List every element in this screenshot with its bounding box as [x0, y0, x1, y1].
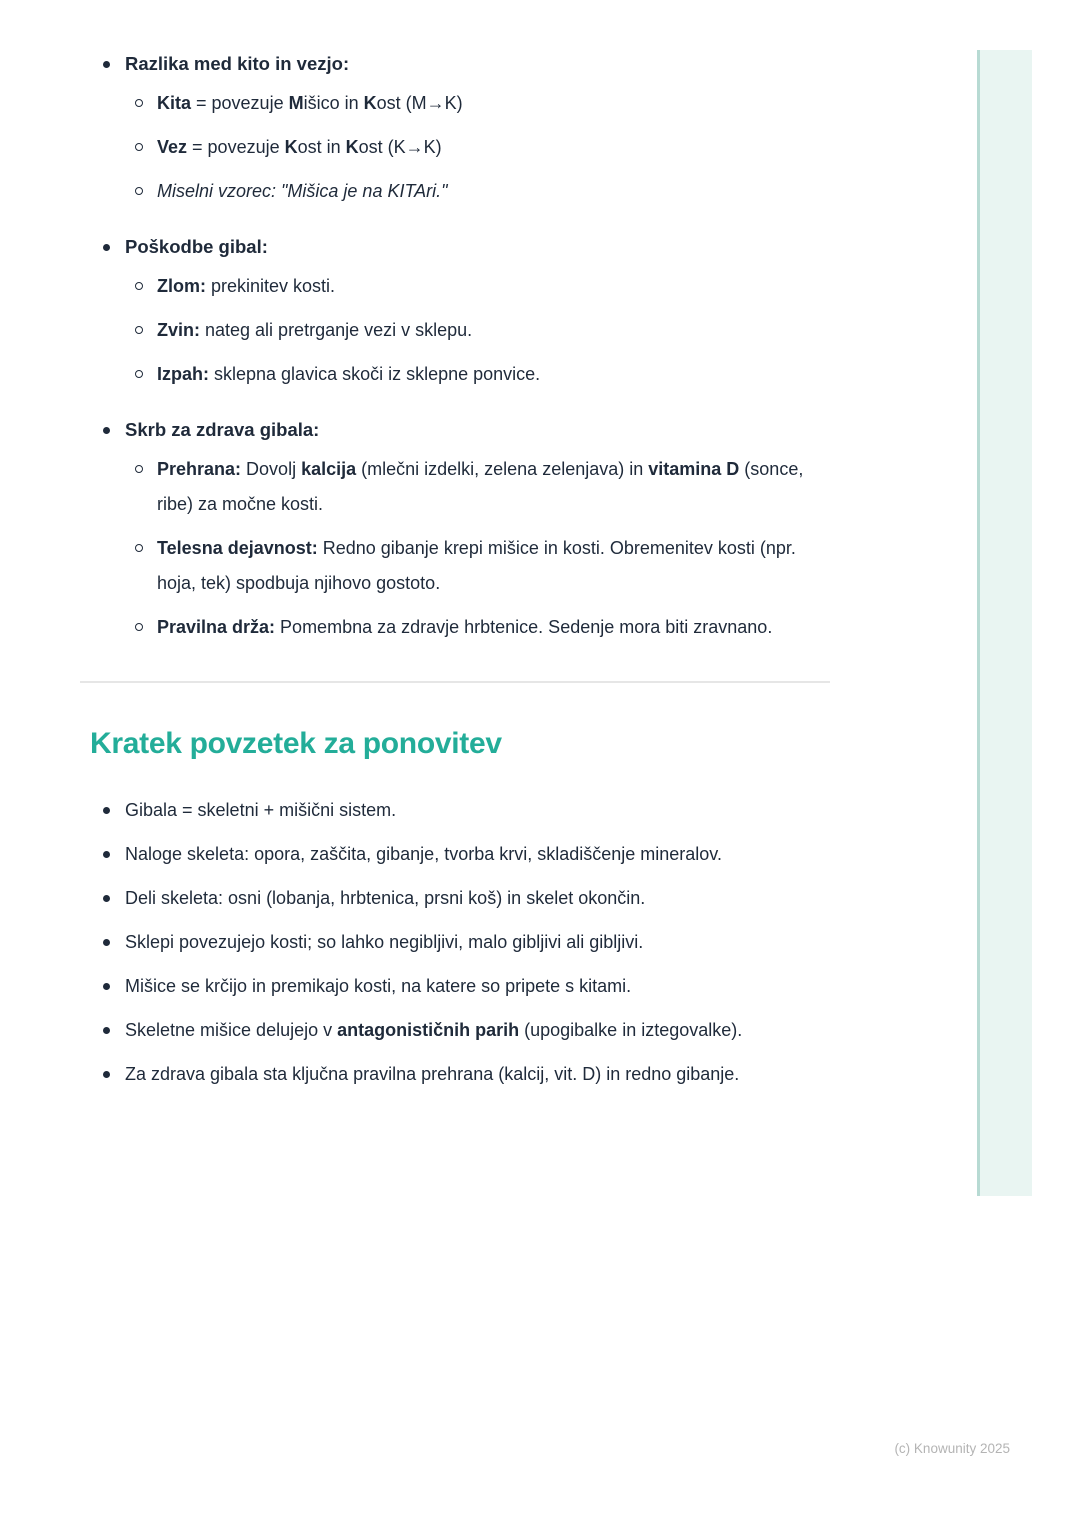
sub-bullet-item [125, 452, 832, 522]
sub-bullet-text [157, 269, 832, 304]
bullet-dot-icon [90, 416, 125, 434]
copyright-text: (c) Knowunity 2025 [894, 1441, 1010, 1456]
sub-bullet-list [125, 86, 832, 209]
section-title: Skrb za zdrava gibala: [125, 419, 320, 440]
text-segment: Miselni vzorec: "Mišica je na KITAri." [157, 181, 448, 201]
text-segment: K [284, 137, 298, 157]
circle-bullet-icon [125, 174, 157, 195]
text-segment: K [363, 93, 377, 113]
circle-bullet-icon [125, 86, 157, 107]
circle-bullet-icon [125, 313, 157, 334]
sub-bullet-text [157, 357, 832, 392]
sub-bullet-text [157, 452, 832, 522]
text-segment: = povezuje [187, 137, 285, 157]
text-segment: prekinitev kosti. [206, 276, 336, 296]
text-segment: Deli skeleta: osni (lobanja, hrbtenica, prsni koš) in skelet okončin. [125, 888, 646, 908]
bullet-dot-icon [90, 837, 125, 858]
sub-bullet-text [157, 174, 832, 209]
sub-bullet-item [125, 86, 832, 121]
summary-item-text [125, 1057, 832, 1092]
text-segment: M [288, 93, 304, 113]
summary-item-text [125, 925, 832, 960]
bullet-dot-icon [90, 969, 125, 990]
text-segment: Izpah: [157, 364, 209, 384]
text-segment: (mlečni izdelki, zelena zelenjava) in [356, 459, 649, 479]
summary-item-text [125, 837, 832, 872]
text-segment: kalcija [301, 459, 357, 479]
outline-section [90, 416, 832, 645]
text-segment: Zvin: [157, 320, 200, 340]
text-segment: Za zdrava gibala sta ključna pravilna prehrana (kalcij, vit. D) in redno gibanje. [125, 1064, 740, 1084]
text-segment: Zlom: [157, 276, 206, 296]
bullet-dot-icon [90, 1057, 125, 1078]
notes-page-content [90, 50, 832, 1101]
text-segment: ost (M→K) [376, 93, 463, 113]
sub-bullet-item [125, 610, 832, 645]
right-accent-bar [977, 50, 1032, 1196]
text-segment: išico in [303, 93, 364, 113]
summary-heading: Kratek povzetek za ponovitev [90, 727, 502, 760]
text-segment: Prehrana: [157, 459, 242, 479]
sub-bullet-item [125, 357, 832, 392]
notes-outline [90, 50, 832, 645]
text-segment: nateg ali pretrganje vezi v sklepu. [200, 320, 473, 340]
summary-item [90, 925, 832, 960]
text-segment: antagonističnih parih [337, 1020, 520, 1040]
circle-bullet-icon [125, 130, 157, 151]
text-segment: = povezuje [191, 93, 289, 113]
text-segment: Pomembna za zdravje hrbtenice. Sedenje mora biti zravnano. [275, 617, 773, 637]
outline-section [90, 50, 832, 209]
sub-bullet-item [125, 313, 832, 348]
text-segment: Sklepi povezujejo kosti; so lahko negibljivi, malo gibljivi ali gibljivi. [125, 932, 644, 952]
bullet-dot-icon [90, 233, 125, 251]
sub-bullet-item [125, 531, 832, 601]
bullet-dot-icon [90, 881, 125, 902]
summary-list [90, 793, 832, 1092]
sub-bullet-text [157, 531, 832, 601]
circle-bullet-icon [125, 531, 157, 552]
text-segment: Mišice se krčijo in premikajo kosti, na katere so pripete s kitami. [125, 976, 632, 996]
text-segment: Naloge skeleta: opora, zaščita, gibanje, tvorba krvi, skladiščenje mineralov. [125, 844, 722, 864]
summary-item-text [125, 793, 832, 828]
text-segment: Kita [157, 93, 192, 113]
sub-bullet-list [125, 452, 832, 645]
summary-item-text [125, 881, 832, 916]
text-segment: Vez [157, 137, 188, 157]
sub-bullet-text [157, 610, 832, 645]
summary-item [90, 881, 832, 916]
text-segment: ost in [297, 137, 346, 157]
text-segment: (upogibalke in iztegovalke). [519, 1020, 743, 1040]
sub-bullet-text [157, 86, 832, 121]
section-title-row [90, 50, 832, 78]
outline-section [90, 233, 832, 392]
text-segment: Telesna dejavnost: [157, 538, 318, 558]
sub-bullet-list [125, 269, 832, 392]
bullet-dot-icon [90, 925, 125, 946]
text-segment: vitamina D [648, 459, 740, 479]
summary-item [90, 969, 832, 1004]
circle-bullet-icon [125, 452, 157, 473]
summary-item [90, 1057, 832, 1092]
circle-bullet-icon [125, 357, 157, 378]
sub-bullet-text [157, 313, 832, 348]
page-footer [894, 1441, 1010, 1456]
bullet-dot-icon [90, 1013, 125, 1034]
bullet-dot-icon [90, 793, 125, 814]
summary-item-text [125, 969, 832, 1004]
circle-bullet-icon [125, 269, 157, 290]
text-segment: K [345, 137, 359, 157]
section-divider [80, 681, 830, 683]
summary-item-text [125, 1013, 832, 1048]
text-segment: ost (K→K) [358, 137, 442, 157]
section-title: Razlika med kito in vezjo: [125, 53, 350, 74]
text-segment: (sonce, ribe) za močne kosti. [157, 459, 804, 514]
summary-item [90, 1013, 832, 1048]
text-segment: Pravilna drža: [157, 617, 276, 637]
text-segment: Dovolj [241, 459, 302, 479]
sub-bullet-item [125, 130, 832, 165]
bullet-dot-icon [90, 50, 125, 68]
text-segment: Redno gibanje krepi mišice in kosti. Obremenitev kosti (npr. hoja, tek) spodbuja njihovo gostoto. [157, 538, 796, 593]
sub-bullet-text [157, 130, 832, 165]
section-title-row [90, 416, 832, 444]
summary-item [90, 793, 832, 828]
section-title-row [90, 233, 832, 261]
summary-item [90, 837, 832, 872]
section-title: Poškodbe gibal: [125, 236, 268, 257]
text-segment: Skeletne mišice delujejo v [125, 1020, 338, 1040]
circle-bullet-icon [125, 610, 157, 631]
sub-bullet-item [125, 269, 832, 304]
sub-bullet-item [125, 174, 832, 209]
text-segment: Gibala = skeletni + mišični sistem. [125, 800, 397, 820]
text-segment: sklepna glavica skoči iz sklepne ponvice. [209, 364, 541, 384]
